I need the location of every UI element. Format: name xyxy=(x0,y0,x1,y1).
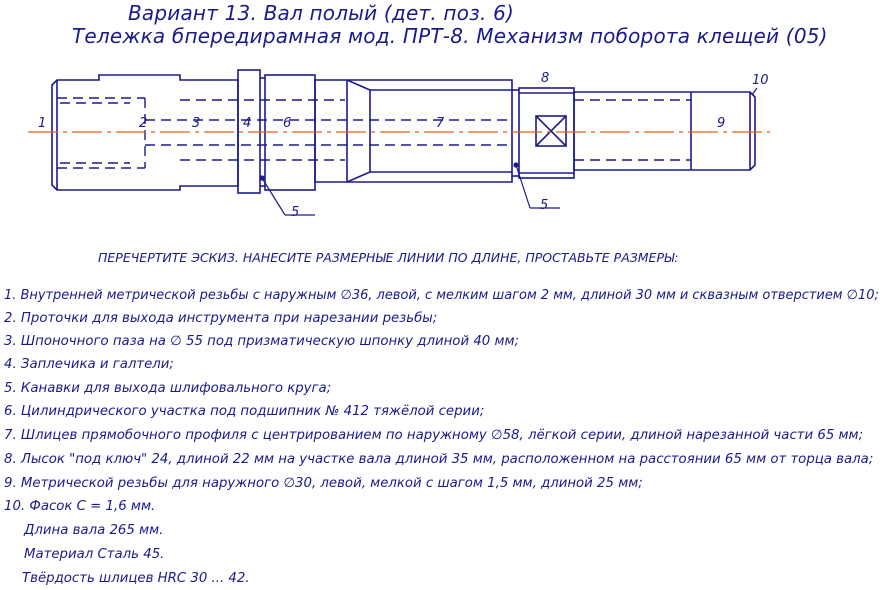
requirement-5: 5. Канавки для выхода шлифовального круга; xyxy=(4,381,332,396)
callout-5a: 5 xyxy=(291,205,300,220)
callout-8: 8 xyxy=(541,71,550,86)
note-hardness: Твёрдость шлицев HRC 30 ... 42. xyxy=(22,571,250,586)
callout-4: 4 xyxy=(243,116,252,131)
shaft-sketch xyxy=(0,0,883,240)
callout-6: 6 xyxy=(283,116,292,131)
note-material: Материал Сталь 45. xyxy=(24,547,165,562)
callout-3: 3 xyxy=(192,116,201,131)
callout-5b: 5 xyxy=(540,198,549,213)
requirement-9: 9. Метрической резьбы для наружного ∅30, левой, мелкой с шагом 1,5 мм, длиной 25 мм; xyxy=(4,476,643,491)
title-line-1: Вариант 13. Вал полый (дет. поз. 6) xyxy=(128,1,515,25)
requirement-2: 2. Проточки для выхода инструмента при нарезании резьбы; xyxy=(4,311,438,326)
instruction-text: ПЕРЕЧЕРТИТЕ ЭСКИЗ. НАНЕСИТЕ РАЗМЕРНЫЕ ЛИНИИ ПО ДЛИНЕ, ПРОСТАВЬТЕ РАЗМЕРЫ: xyxy=(98,250,679,265)
callout-7: 7 xyxy=(436,116,445,131)
requirement-4: 4. Заплечика и галтели; xyxy=(4,357,174,372)
requirement-8: 8. Лысок "под ключ" 24, длиной 22 мм на участке вала длиной 35 мм, расположенном на расстоянии 65 мм от торца вала; xyxy=(4,452,874,467)
note-length: Длина вала 265 мм. xyxy=(24,523,164,538)
requirement-10: 10. Фасок C = 1,6 мм. xyxy=(4,499,156,514)
segment-splines xyxy=(315,80,512,182)
requirement-6: 6. Цилиндрического участка под подшипник № 412 тяжёлой серии; xyxy=(4,404,485,419)
title-line-2: Тележка бпередирамная мод. ПРТ-8. Механизм поборота клещей (05) xyxy=(72,24,828,48)
callout-1: 1 xyxy=(38,116,47,131)
callout-10: 10 xyxy=(752,73,769,88)
callout-9: 9 xyxy=(717,116,726,131)
segment-thread xyxy=(574,92,755,170)
requirement-3: 3. Шпоночного паза на ∅ 55 под призматическую шпонку длиной 40 мм; xyxy=(4,334,520,349)
requirement-1: 1. Внутренней метрической резьбы с наружным ∅36, левой, с мелким шагом 2 мм, длиной 30 мм и сквазным отверстием ∅10; xyxy=(4,288,879,303)
requirement-7: 7. Шлицев прямобочного профиля с центрированием по наружному ∅58, лёгкой серии, длиной нарезанной части 65 мм; xyxy=(4,428,864,443)
callout-2: 2 xyxy=(139,116,148,131)
